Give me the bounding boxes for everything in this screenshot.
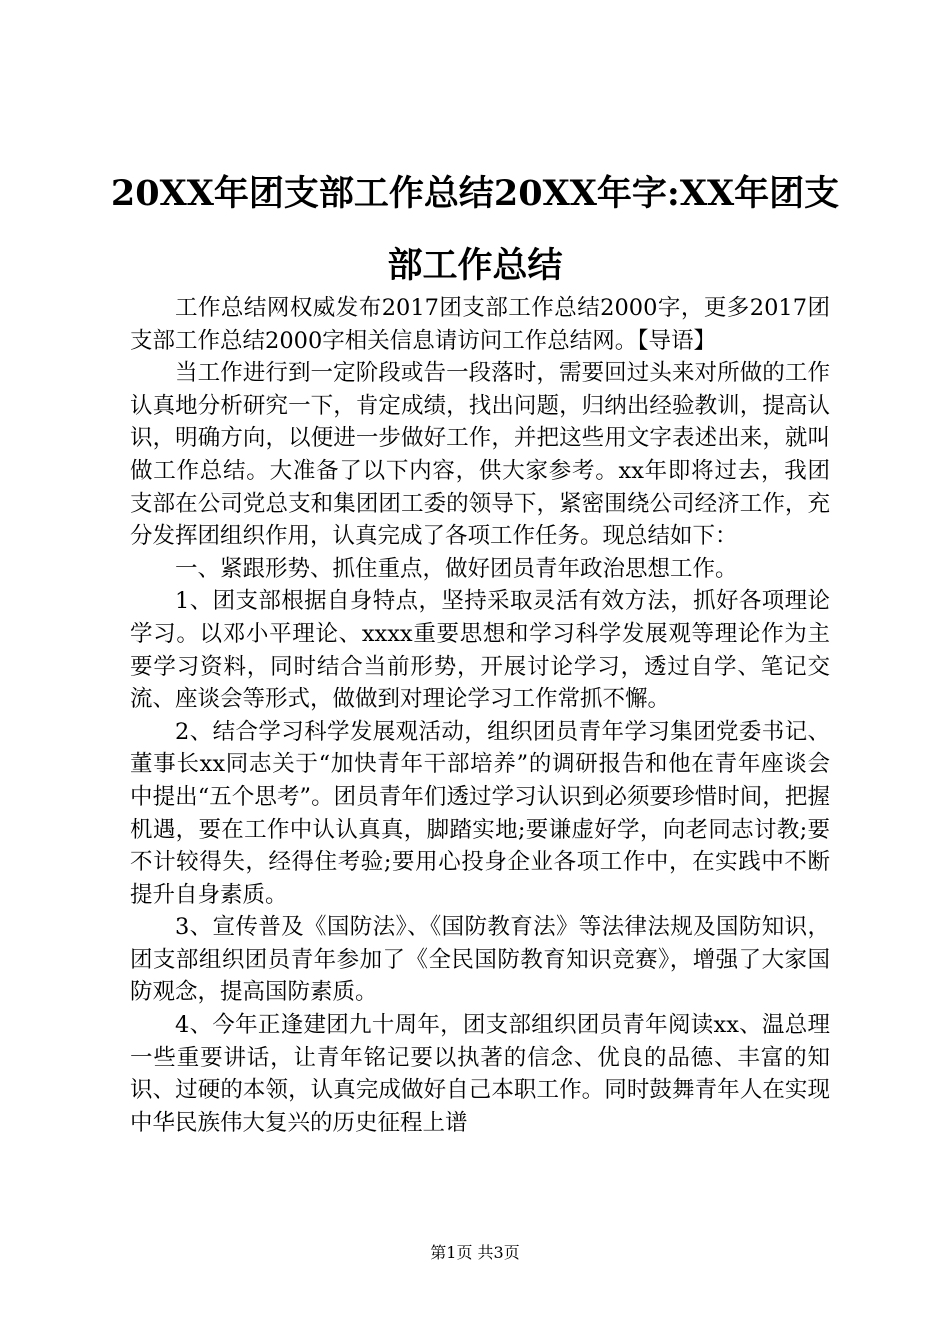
paragraph-item-2: 2、结合学习科学发展观活动，组织团员青年学习集团党委书记、董事长xx同志关于“加快青年干部培养”的调研报告和他在青年座谈会中提出“五个思考”。团员青年们透过学习认识到必须要珍惜时间，把握机遇，要在工作中认认真真，脚踏实地;要谦虚好学，向老同志讨教;要不计较得失，经得住考验;要用心投身企业各项工作中，在实践中不断提升自身素质。 — [130, 718, 830, 908]
document-title: 20XX年团支部工作总结20XX年字:XX年团支部工作总结 — [110, 173, 840, 286]
paragraph-item-4: 4、今年正逢建团九十周年，团支部组织团员青年阅读xx、温总理一些重要讲话，让青年铭记要以执著的信念、优良的品德、丰富的知识、过硬的本领，认真完成做好自己本职工作。同时鼓舞青年人在实现中华民族伟大复兴的历史征程上谱 — [130, 1012, 830, 1136]
paragraph-item-1: 1、团支部根据自身特点，坚持采取灵活有效方法，抓好各项理论学习。以邓小平理论、xxxx重要思想和学习科学发展观等理论作为主要学习资料，同时结合当前形势，开展讨论学习，透过自学、笔记交流、座谈会等形式，做做到对理论学习工作常抓不懈。 — [130, 588, 830, 713]
paragraph-item-3: 3、宣传普及《国防法》、《国防教育法》等法律法规及国防知识，团支部组织团员青年参加了《全民国防教育知识竞赛》，增强了大家国防观念，提高国防素质。 — [130, 914, 830, 1006]
paragraph-preface: 当工作进行到一定阶段或告一段落时，需要回过头来对所做的工作认真地分析研究一下，肯定成绩，找出问题，归纳出经验教训，提高认识，明确方向，以便进一步做好工作，并把这些用文字表述出来，就叫做工作总结。大准备了以下内容，供大家参考。xx年即将过去，我团支部在公司党总支和集团团工委的领导下，紧密围绕公司经济工作，充分发挥团组织作用，认真完成了各项工作任务。现总结如下： — [130, 360, 830, 550]
document-body — [130, 292, 830, 1139]
section-heading-1: 一、紧跟形势、抓住重点，做好团员青年政治思想工作。 — [175, 555, 738, 582]
paragraph-intro: 工作总结网权威发布2017团支部工作总结2000字，更多2017团支部工作总结2000字相关信息请访问工作总结网。【导语】 — [130, 295, 830, 354]
page-number-footer: 第1页 共3页 — [430, 1243, 520, 1262]
